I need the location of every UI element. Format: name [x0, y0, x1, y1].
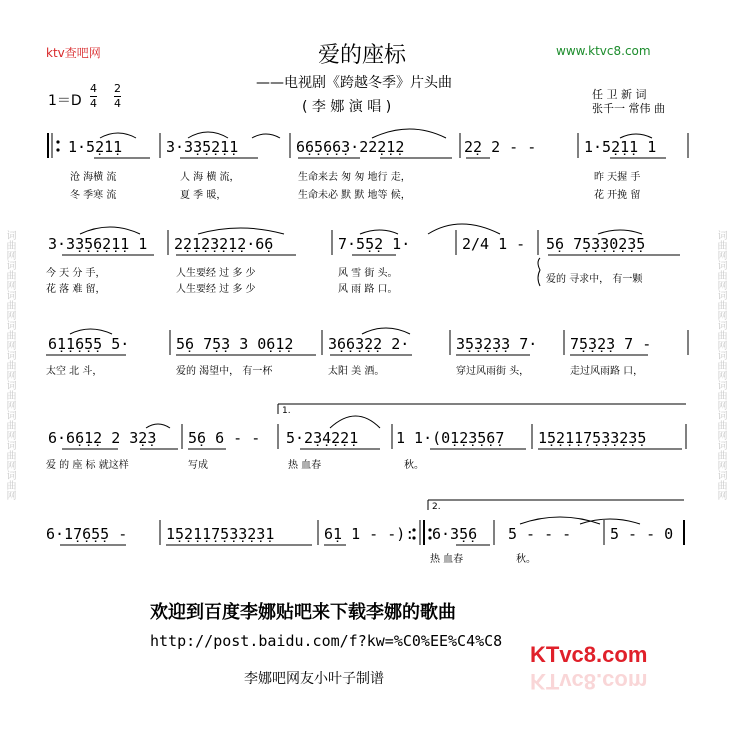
row2-measure-3: 7·5̣5̣2 1·	[338, 235, 411, 253]
row4-lyric-c: 热 血春	[288, 460, 322, 471]
row1-lyric2-a: 冬 季寒 流	[70, 190, 117, 201]
row2-lyric2-c: 风 雨 路 口。	[338, 284, 398, 295]
row3-measure-5: 7̣5̣3̣2̣3 7 -	[570, 335, 652, 353]
row3-lyric1-c: 太阳 美 酒。	[328, 366, 385, 377]
row4-measure-5: 1̣5̣2̣1̣1̣7̣5̣3̣3̣2̣3̣5	[538, 429, 647, 447]
row5-measure-5: 5 - - -	[508, 525, 572, 543]
row5-lyric-b: 秋。	[516, 554, 536, 565]
row3-lyric1-b: 爱的 渴望中， 有一杯	[176, 366, 273, 377]
row5-measure-6: 5 - - 0	[610, 525, 674, 543]
row5-lyric-a: 热 血春	[430, 554, 464, 565]
row3-measure-2: 5̣6 7̣5̣3 3 0̣6̣1̣2	[176, 335, 294, 353]
row3-measure-3: 3̣6̣6̣3̣2̣2 2·	[328, 335, 410, 353]
volta-2: 2.	[432, 502, 441, 512]
row1-measure-2: 3·3̣3̣5̣2̣1̣1	[166, 138, 239, 156]
volta-1: 1.	[282, 406, 291, 416]
row3-lyric1-d: 穿过风雨街 头，	[456, 366, 530, 377]
row5-measure-4: 6·3̣5̣6	[432, 525, 478, 543]
footer-welcome: 欢迎到百度李娜贴吧来下载李娜的歌曲	[150, 602, 456, 623]
time-signature-2: 2 4	[114, 82, 121, 110]
row5-measure-1: 6·1̣7̣6̣5̣5 -	[46, 525, 128, 543]
row1-lyric2-c: 生命未必 默 默 地等 候，	[298, 190, 411, 201]
row2-lyric1-c: 风 雪 街 头。	[338, 268, 398, 279]
row1-measure-3: 6̣6̣5̣6̣6̣3·22̣2̣1̣2	[296, 138, 405, 156]
row1-measure-1: 1·5̣2̇1̣1	[68, 138, 123, 156]
row3-measure-1: 6̣1̣1̣6̣5̣5 5·	[48, 335, 130, 353]
row4-measure-4: 1 1·(0̣1̣2̣3̣5̣6̣7	[396, 429, 505, 447]
row4-lyric-d: 秋。	[404, 460, 424, 471]
row5-measure-3: 6̣1 1 - -):	[324, 525, 415, 543]
watermark-ktvcha: ktv查吧网	[46, 46, 101, 60]
row2-lyric2-a: 花 落 难 留，	[46, 284, 106, 295]
row1-measure-4: 2̣2 2 - -	[464, 138, 537, 156]
footer-url[interactable]: http://post.baidu.com/f?kw=%C0%EE%C4%C8	[150, 632, 503, 650]
row1-lyric2-b: 夏 季 暖，	[180, 190, 227, 201]
time-signature-1: 4 4	[90, 82, 97, 110]
row1-lyric1-a: 沧 海横 流	[70, 172, 117, 183]
row3-measure-4: 3̣5̣3̣2̣3̣3 7·	[456, 335, 538, 353]
singer-credit: ( 李 娜 演 唱 )	[302, 99, 392, 115]
ktvc8-logo: KTvc8.com	[530, 642, 648, 667]
row2-measure-1: 3·3̣3̣5̣6̣2̣1̣1 1	[48, 235, 148, 253]
row4-measure-2: 5̣6 6 - -	[188, 429, 261, 447]
row1-lyric1-c: 生命来去 匆 匆 地行 走，	[298, 172, 411, 183]
row2-measure-4: 2/4 1 -	[462, 235, 526, 253]
row2-lyric1-b: 人生要经 过 多 少	[176, 268, 256, 279]
row1-lyric1-b: 人 海 横 流，	[180, 172, 240, 183]
row2-lyric2-b: 人生要经 过 多 少	[176, 284, 256, 295]
side-watermark-left: 词曲网词曲网词曲网词曲网词曲网词曲网词曲网词曲网词曲网	[4, 230, 15, 500]
row2-measure-2: 2̣2̣1̣2̣3̣2̣1̣2·6̣6	[174, 235, 274, 253]
row3-lyric1-a: 太空 北 斗，	[46, 366, 103, 377]
row1-lyric1-d: 昨 天握 手	[594, 172, 641, 183]
row3-lyric1-e: 走过风雨路 口，	[570, 366, 644, 377]
lyricist-credit: 任 卫 新 词	[592, 88, 647, 101]
composer-credit: 张千一 常伟 曲	[592, 102, 665, 115]
footer-credit: 李娜吧网友小叶子制谱	[244, 671, 384, 687]
row4-lyric-b: 写成	[188, 460, 208, 471]
row1-lyric2-d: 花 开挽 留	[594, 190, 641, 201]
row5-measure-2: 1̣5̣2̣1̣1̣7̣5̣3̣3̣2̣3̣1	[166, 525, 275, 543]
row4-measure-3: 5·2̣3̣4̣2̣2̣1	[286, 429, 359, 447]
key-signature: 1＝D	[48, 93, 82, 109]
row4-measure-1: 6·6̣6̣1̣2 2 3̣2̣3	[48, 429, 157, 447]
watermark-ktvc8-url: www.ktvc8.com	[556, 44, 651, 58]
row4-lyric-a: 爱 的 座 标 就这样	[46, 460, 129, 471]
song-title: 爱的座标	[318, 43, 407, 68]
row2-measure-5: 5̣6 7̣5̣3̣3̣0̣2̣3̣5	[546, 235, 646, 253]
song-subtitle: ——电视剧《跨越冬季》片头曲	[256, 75, 452, 91]
ktvc8-logo-reflection: KTvc8.com	[530, 669, 648, 694]
side-watermark-right: 词曲网词曲网词曲网词曲网词曲网词曲网词曲网词曲网词曲网	[715, 230, 726, 500]
row2-lyric1-a: 今 天 分 手，	[46, 268, 106, 279]
row2-lyric1-d: 爱的 寻求中， 有一颗	[546, 274, 643, 285]
row1-measure-5: 1·5̣2̣1̣1 1	[584, 138, 657, 156]
